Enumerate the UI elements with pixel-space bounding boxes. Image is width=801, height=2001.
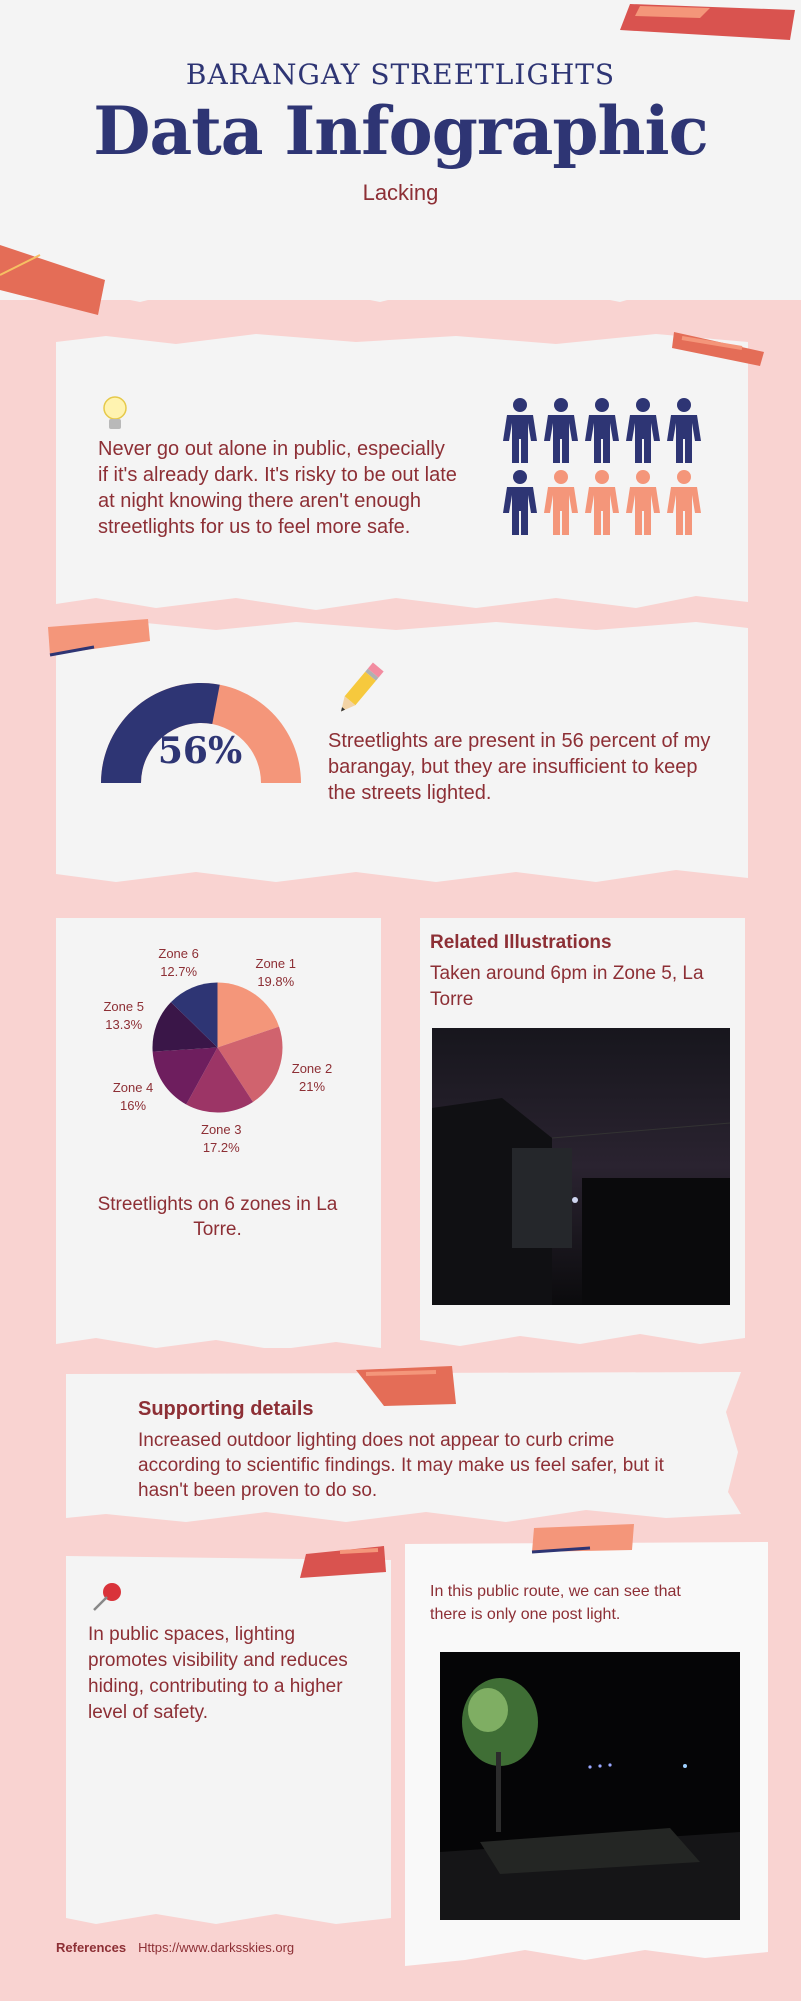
decorative-tape-card2 — [44, 617, 154, 661]
illustration-subtitle: Taken around 6pm in Zone 5, La Torre — [430, 963, 704, 1010]
lightbulb-icon — [100, 394, 130, 434]
route-text: In this public route, we can see that there is only one post light. — [430, 1583, 681, 1623]
pie-data-label: Zone 6 12.7% — [158, 945, 199, 979]
person-icon — [503, 470, 537, 535]
pushpin-icon — [90, 1580, 124, 1614]
overline-text: BARANGAY STREETLIGHTS — [185, 58, 616, 91]
person-icon — [544, 398, 578, 463]
references-label: References — [56, 1940, 127, 1955]
lighting-safety-text: In public spaces, lighting promotes visibility and reduces hiding, contributing to a higher level of safety. — [88, 1624, 348, 1723]
decorative-tape-safety — [300, 1546, 386, 1582]
pie-data-label: Zone 3 17.2% — [201, 1122, 242, 1156]
page-subtitle: Lacking — [362, 180, 439, 205]
decorative-tape-card1 — [672, 330, 768, 370]
illustration-title: Related Illustrations — [430, 932, 612, 953]
person-icon — [585, 398, 619, 463]
zone-pie-chart — [150, 980, 285, 1115]
pie-data-label: Zone 2 21% — [291, 1060, 333, 1094]
references — [56, 1940, 294, 1955]
coverage-percent: 56% — [157, 730, 243, 772]
person-icon — [667, 398, 701, 463]
references-link[interactable]: Https://www.darksskies.org — [138, 1940, 295, 1955]
supporting-title: Supporting details — [138, 1398, 314, 1420]
people-pictogram — [500, 390, 710, 540]
pie-data-label: Zone 4 16% — [112, 1079, 154, 1113]
decorative-tape-left — [0, 245, 110, 315]
decorative-tape-supporting — [356, 1366, 458, 1410]
supporting-text: Increased outdoor lighting does not appear to curb crime according to scientific findings. It may make us feel safer, but it hasn't been proven to do so. — [138, 1430, 664, 1501]
pencil-icon — [330, 660, 388, 720]
pie-data-label: Zone 1 19.8% — [255, 955, 296, 989]
pie-data-label: Zone 5 13.3% — [103, 998, 144, 1032]
person-icon — [503, 398, 537, 463]
street-photo-night — [440, 1652, 740, 1920]
person-icon — [544, 470, 578, 535]
street-photo-dusk — [432, 1028, 730, 1305]
pie-caption: Streetlights on 6 zones in La Torre. — [97, 1194, 338, 1240]
person-icon — [626, 470, 660, 535]
decorative-tape-top — [620, 0, 801, 44]
coverage-description: Streetlights are present in 56 percent of my barangay, but they are insufficient to keep the streets lighted. — [328, 730, 711, 804]
header-torn-edge — [0, 270, 801, 310]
page-title: Data Infographic — [93, 92, 708, 170]
safety-warning-text: Never go out alone in public, especially if it's already dark. It's risky to be out late at night knowing there aren't enough streetlights for us to feel more safe. — [98, 438, 457, 538]
decorative-tape-route — [530, 1522, 636, 1558]
person-icon — [585, 470, 619, 535]
person-icon — [667, 470, 701, 535]
person-icon — [626, 398, 660, 463]
